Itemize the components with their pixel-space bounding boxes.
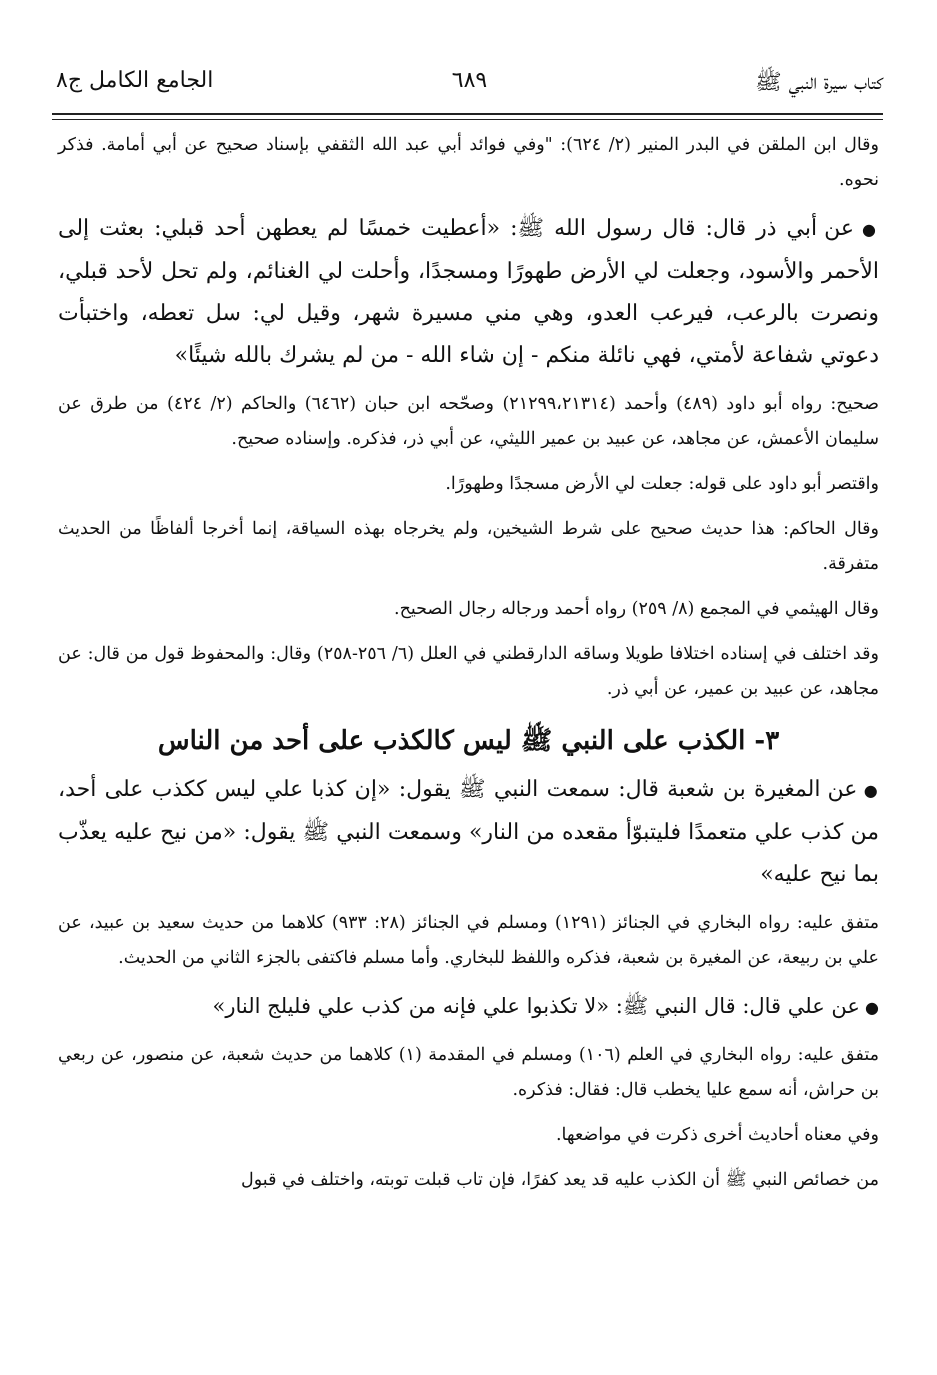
- book-title: كتاب سيرة النبي ﷺ: [755, 70, 883, 95]
- page-content: [58, 128, 879, 1208]
- hadith-abu-dharr: ● عن أبي ذر قال: قال رسول الله ﷺ: «أعطيت خمسًا لم يعطهن أحد قبلي: بعثت إلى الأحمر والأسود، وجعلت لي الأرض طهورًا ومسجدًا، وأحلت لي الغنائم، ولم تحل لأحد قبلي، ونصرت بالرعب، فيرعب العدو، وهي مني مسيرة شهر، وقيل لي: سل تعطه، واختبأت دعوتي شفاعة لأمتي، فهي نائلة منكم - إن شاء الله - من لم يشرك بالله شيئًا»: [58, 208, 879, 377]
- hadith-ali: ● عن علي قال: قال النبي ﷺ: «لا تكذبوا علي فإنه من كذب علي فليلج النار»: [58, 986, 879, 1028]
- note-haythami: وقال الهيثمي في المجمع (٨/ ٢٥٩) رواه أحمد ورجاله رجال الصحيح.: [394, 599, 879, 619]
- note-other-hadiths: وفي معناه أحاديث أخرى ذكرت في مواضعها.: [555, 1125, 879, 1145]
- takhrij-ali: متفق عليه: رواه البخاري في العلم (١٠٦) ومسلم في المقدمة (١) كلاهما من حديث شعبة، عن منصور، عن ربعي بن حراش، أنه سمع عليا يخطب قال: فقال: فذكره.: [58, 1045, 879, 1100]
- hadith-mughira: ● عن المغيرة بن شعبة قال: سمعت النبي ﷺ يقول: «إن كذبا علي ليس ككذب على أحد، من كذب علي متعمدًا فليتبوّأ مقعده من النار» وسمعت النبي ﷺ يقول: «من نيح عليه يعذّب بما نيح عليه»: [58, 769, 879, 896]
- page-header: [56, 60, 883, 110]
- page-number: ٦٨٩: [451, 68, 488, 93]
- paragraph-ibn-mulaqqin: وقال ابن الملقن في البدر المنير (٢/ ٦٢٤): "وفي فوائد أبي عبد الله الثقفي بإسناد صحيح عن أبي أمامة. فذكر نحوه.: [58, 135, 879, 190]
- header-rule-thick: [52, 113, 883, 115]
- header-rule-thin: [52, 119, 883, 120]
- note-abu-dawud: واقتصر أبو داود على قوله: جعلت لي الأرض مسجدًا وطهورًا.: [445, 474, 879, 494]
- volume-title: الجامع الكامل ج٨: [56, 68, 214, 93]
- note-khasais: من خصائص النبي ﷺ أن الكذب عليه قد يعد كفرًا، فإن تاب قبلت توبته، واختلف في قبول: [241, 1170, 879, 1190]
- takhrij-mughira: متفق عليه: رواه البخاري في الجنائز (١٢٩١) ومسلم في الجنائز (٢٨: ٩٣٣) كلاهما من حديث سعيد بن عبيد، عن علي بن ربيعة، عن المغيرة بن شعبة، فذكره واللفظ للبخاري. وأما مسلم فاكتفى بالجزء الثاني من الحديث.: [58, 913, 879, 968]
- note-hakim: وقال الحاكم: هذا حديث صحيح على شرط الشيخين، ولم يخرجاه بهذه السياقة، إنما أخرجا ألفاظًا من الحديث متفرقة.: [58, 519, 879, 574]
- takhrij-abu-dharr: صحيح: رواه أبو داود (٤٨٩) وأحمد (٢١٢٩٩،٢١٣١٤) وصحّحه ابن حبان (٦٤٦٢) والحاكم (٢/ ٤٢٤) من طرق عن سليمان الأعمش، عن مجاهد، عن عبيد بن عمير الليثي، عن أبي ذر، فذكره. وإسناده صحيح.: [58, 394, 880, 449]
- section-heading: ٣- الكذب على النبي ﷺ ليس كالكذب على أحد من الناس: [157, 726, 780, 756]
- note-daraqutni: وقد اختلف في إسناده اختلافا طويلا وساقه الدارقطني في العلل (٦/ ٢٥٦-٢٥٨) وقال: والمحفوظ قول من قال: عن مجاهد، عن عبيد بن عمير، عن أبي ذر.: [58, 644, 879, 699]
